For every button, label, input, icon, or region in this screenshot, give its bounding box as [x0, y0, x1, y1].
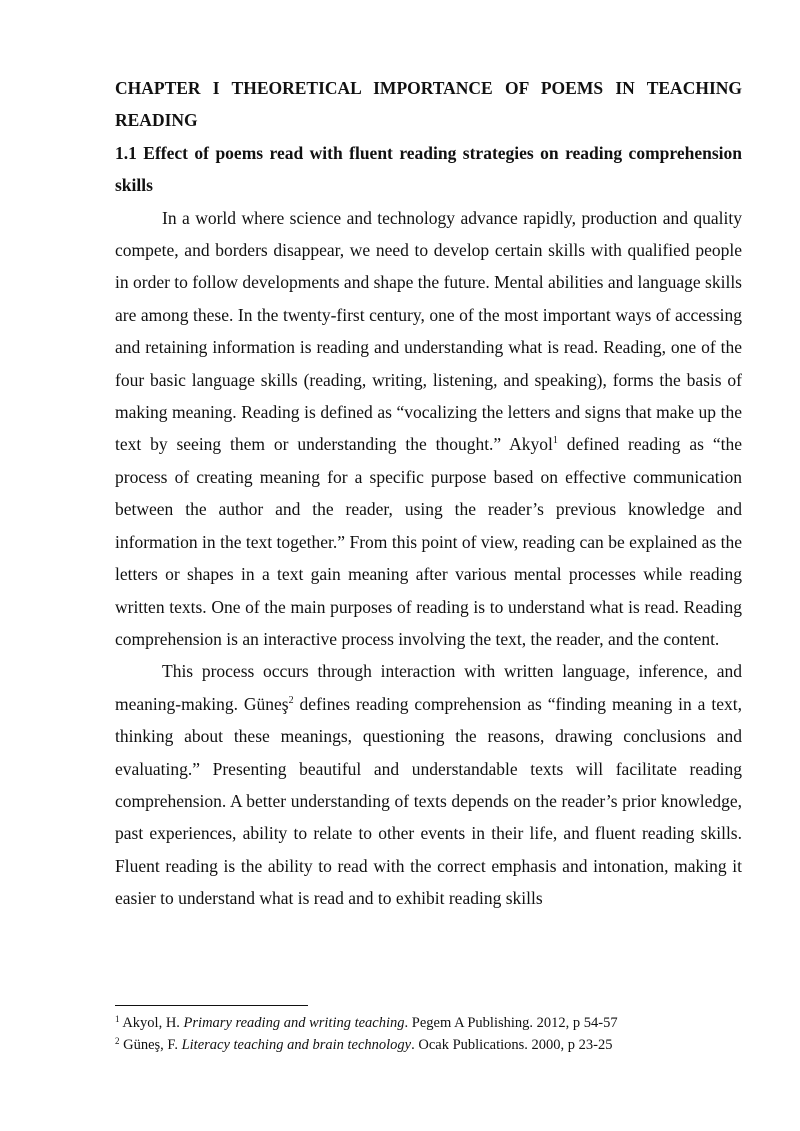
footnote-ref-1[interactable]: 1 — [552, 435, 558, 447]
paragraph-1 — [115, 202, 742, 656]
footnote-2-publication: . Ocak Publications. 2000, p 23-25 — [411, 1037, 613, 1053]
footnote-2-author: Güneş, F. — [119, 1037, 182, 1053]
section-title: 1.1 Effect of poems read with fluent reading strategies on reading comprehension skills — [115, 142, 742, 196]
footnote-2 — [115, 1034, 742, 1056]
footnotes — [115, 1005, 742, 1056]
footnote-1 — [115, 1012, 742, 1034]
footnote-divider — [115, 1005, 308, 1006]
footnote-1-publication: . Pegem A Publishing. 2012, p 54-57 — [404, 1015, 618, 1031]
paragraph-2-text-a: This process occurs through interaction with written language, inference, and meaning-making. Güneş — [115, 661, 742, 714]
footnote-1-number: 1 — [115, 1014, 120, 1024]
footnote-ref-2[interactable]: 2 — [288, 694, 294, 706]
document-page — [115, 72, 742, 915]
paragraph-2 — [115, 655, 742, 914]
footnote-1-title: Primary reading and writing teaching — [183, 1015, 405, 1031]
paragraph-1-text-b: defined reading as “the process of creating meaning for a specific purpose based on effective communication between the author and the reader, using the reader’s previous knowledge and information in the text together.” From this point of view, reading can be explained as the letters or shapes in a text gain meaning after various mental processes while reading written texts. One of the main purposes of reading is to understand what is read. Reading comprehension is an interactive process involving the text, the reader, and the content. — [115, 434, 742, 649]
footnote-2-title: Literacy teaching and brain technology — [181, 1037, 412, 1053]
paragraph-2-text-b: defines reading comprehension as “finding meaning in a text, thinking about these meanings, questioning the reasons, drawing conclusions and evaluating.” Presenting beautiful and understandable texts will facilitate reading comprehension. A better understanding of texts depends on the reader’s prior knowledge, past experiences, ability to relate to other events in their life, and fluent reading skills. Fluent reading is the ability to read with the correct emphasis and intonation, making it easier to understand what is read and to exhibit reading skills — [115, 693, 742, 909]
footnote-1-author: Akyol, H. — [119, 1015, 184, 1031]
chapter-title: CHAPTER I THEORETICAL IMPORTANCE OF POEMS IN TEACHING READING — [115, 78, 742, 131]
paragraph-1-text-a: In a world where science and technology advance rapidly, production and quality compete, and borders disappear, we need to develop certain skills with qualified people in order to follow developments and shape the future. Mental abilities and language skills are among these. In the twenty-first century, one of the most important ways of accessing and retaining information is reading and understanding what is read. Reading, one of the four basic language skills (reading, writing, listening, and speaking), forms the basis of making meaning. Reading is defined as “vocalizing the letters and signs that make up the text by seeing them or understanding the thought.” Akyol — [115, 207, 742, 455]
footnote-2-number: 2 — [115, 1036, 120, 1046]
